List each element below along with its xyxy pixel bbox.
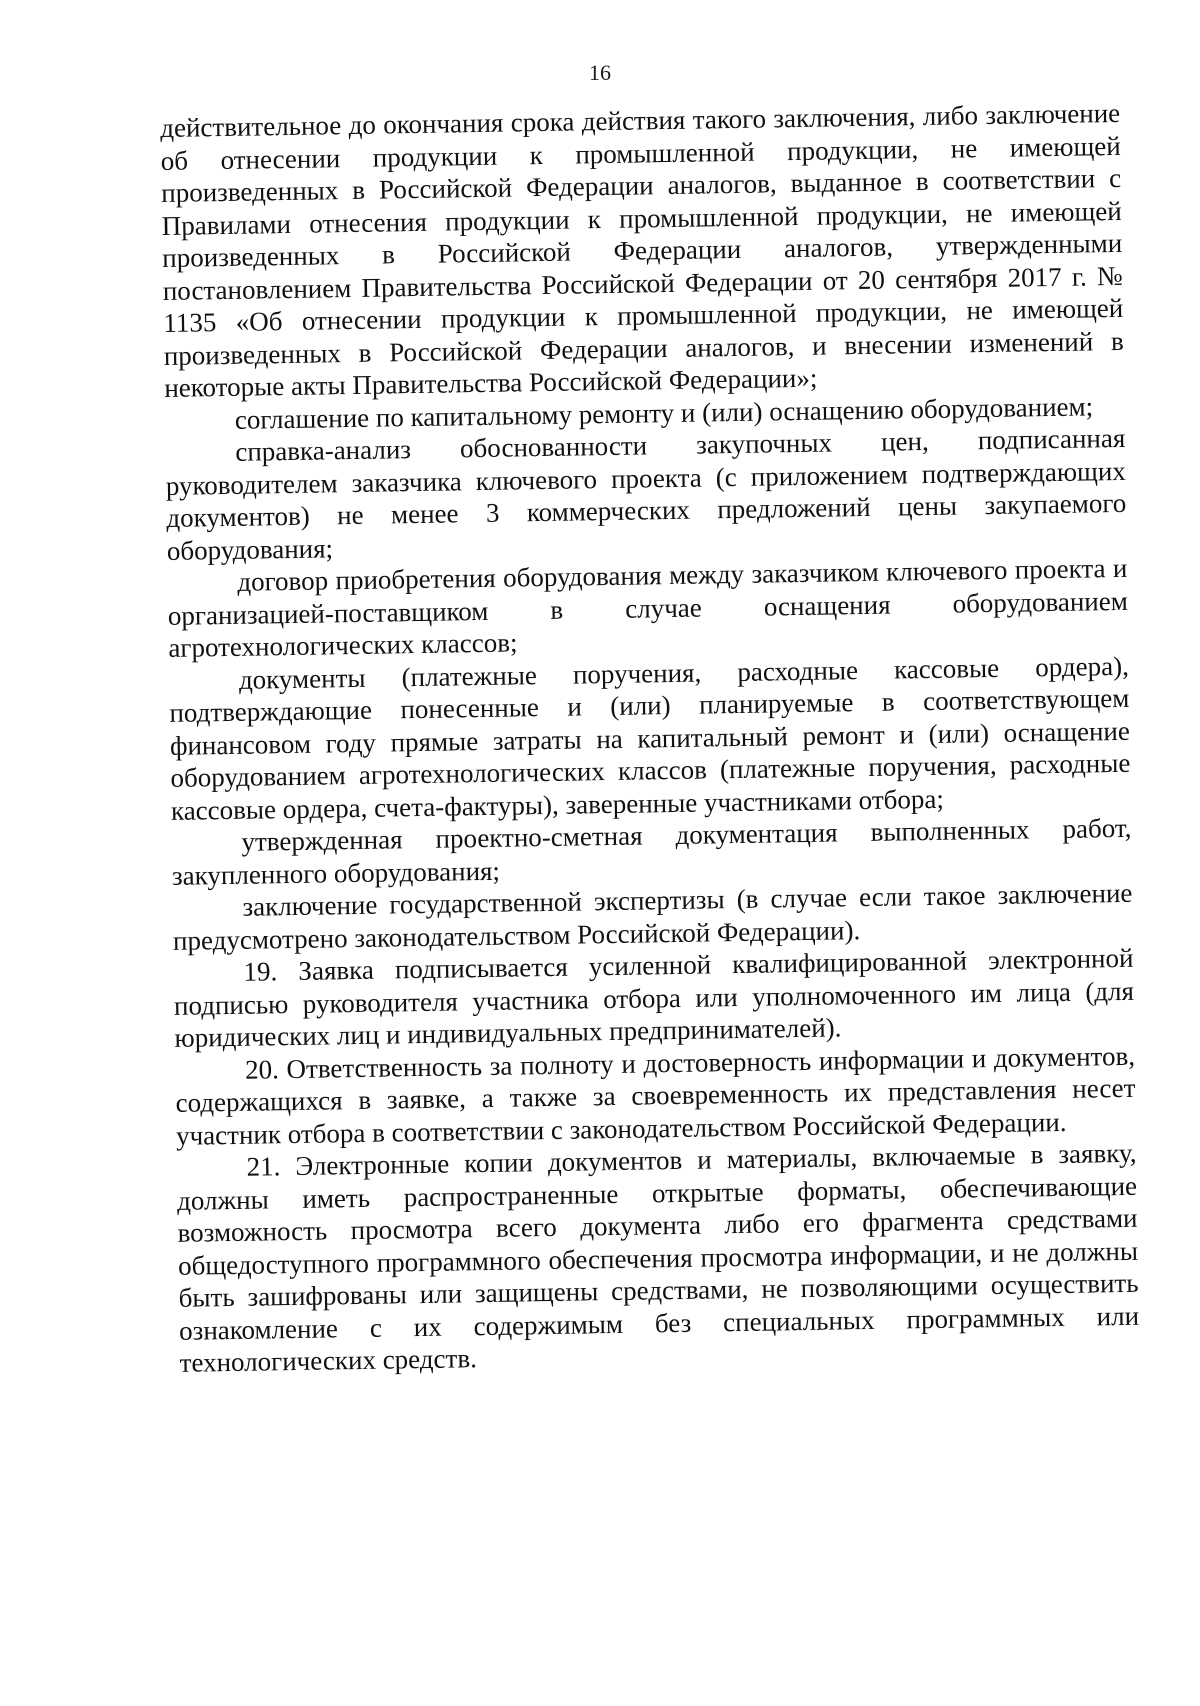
page-number: 16 — [589, 60, 611, 85]
paragraph: 19. Заявка подписывается усиленной квалифицированной электронной подписью руководителя участника отбора или уполномоченного им лица (для юридических лиц и индивидуальных предпринимателей). — [173, 942, 1135, 1053]
paragraph: утвержденная проектно-сметная документация выполненных работ, закупленного оборудования; — [171, 812, 1132, 891]
paragraph: 21. Электронные копии документов и материалы, включаемые в заявку, должны иметь распространенные открытые форматы, обеспечивающие возможность просмотра всего документа либо его фрагмента средствами общедоступного программного обеспечения просмотра информации, и не должны быть зашифрованы или защищены средствами, не позволяющими осуществить ознакомление с их содержимым без специальных программных или технологических средств. — [176, 1137, 1140, 1378]
paragraph: заключение государственной экспертизы (в случае если такое заключение предусмотрено законодательством Российской Федерации). — [172, 877, 1133, 956]
paragraph: соглашение по капитальному ремонту и (или) оснащению оборудованием; — [234, 390, 1094, 435]
paragraph: документы (платежные поручения, расходные кассовые ордера), подтверждающие понесенные и (или) планируемые в соответствующем финансовом году прямые затраты на капитальный ремонт и (или) оснащение оборудованием агротехнологических классов (платежные поручения, расходные кассовые ордера, счета-фактуры), заверенные участниками отбора; — [169, 650, 1131, 826]
paragraph: 20. Ответственность за полноту и достоверность информации и документов, содержащихся в заявке, а также за своевременность их представления несет участник отбора в соответствии с законодательством Российской Федерации. — [175, 1040, 1136, 1151]
paragraph: справка-анализ обоснованности закупочных цен, подписанная руководителем заказчика ключевого проекта (с приложением подтверждающих документов) не менее 3 коммерческих предложений цены закупаемого оборудования; — [165, 422, 1127, 566]
document-body — [160, 97, 1140, 1379]
paragraph: действительное до окончания срока действия такого заключения, либо заключение об отнесении продукции к промышленной продукции, не имеющей произведенных в Российской Федерации аналогов, выданное в соответствии с Правилами отнесения продукции к промышленной продукции, не имеющей произведенных в Российской Федерации аналогов, утвержденными постановлением Правительства Российской Федерации от 20 сентября 2017 г. № 1135 «Об отнесении продукции к промышленной продукции, не имеющей произведенных в Российской Федерации аналогов, и внесении изменений в некоторые акты Правительства Российской Федерации»; — [160, 97, 1124, 403]
paragraph: договор приобретения оборудования между заказчиком ключевого проекта и организацией-поставщиком в случае оснащения оборудованием агротехнологических классов; — [167, 552, 1129, 663]
